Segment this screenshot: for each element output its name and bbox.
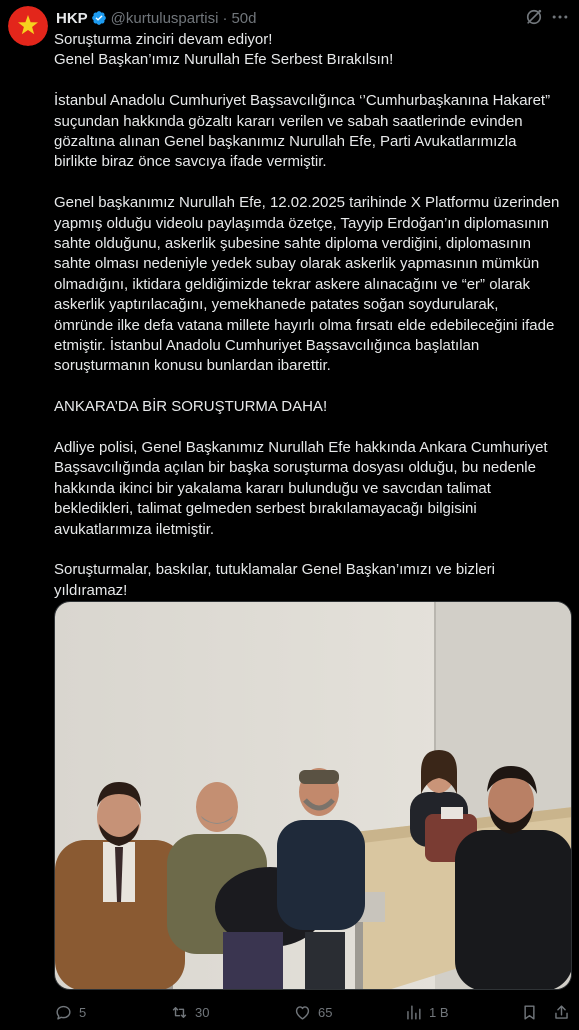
text-line: Genel Başkan’ımız Nurullah Efe Serbest Bırakılsın! [54,51,394,69]
text-line: Soruşturmalar, baskılar, tutuklamalar Genel Başkan’ımızı ve bizleri [54,561,496,579]
text-line: olmadığını, iktidara geldiğimizde tekrar askere alınacağını ve “er” olarak [54,275,531,293]
like-button[interactable] [293,1001,332,1023]
bookmark-button[interactable] [520,1001,539,1023]
reply-button[interactable] [54,1001,86,1023]
text-line: yıldıramaz! [54,581,128,599]
text-line: sahte olduğunu, askerlik şubesine sahte diploma verdiğini, diplomasının [54,235,531,253]
tweet-header [56,8,256,28]
text-line: Başsavcılığında açılan bir başka soruşturma dosyası olduğu, bu nedenle [54,459,536,477]
user-handle[interactable]: @kurtuluspartisi [110,9,219,27]
text-line: Adliye polisi, Genel Başkanımız Nurullah Efe hakkında Ankara Cumhuriyet [54,439,548,457]
text-line: İstanbul Anadolu Cumhuriyet Başsavcılığınca ‘’Cumhurbaşkanına Hakaret” [54,92,551,110]
views-count: 1 B [429,1004,449,1020]
bookmark-icon [520,1003,539,1022]
text-line: sahte olması nedeniyle yedek subay olarak askerlik yapmasının mümkün [54,255,540,273]
repost-count: 30 [195,1004,210,1020]
like-count: 65 [318,1004,333,1020]
text-line: ömründe ilke defa vatana millete hayırlı olma fırsatı elde edebileceğini ifade [54,316,555,334]
text-line: etmiştir. İstanbul Anadolu Cumhuriyet Başsavcılığınca başlatılan [54,337,480,355]
more-options-icon[interactable] [550,7,570,27]
text-line: yapmış olduğu videolu paylaşımda özetçe, Tayyip Erdoğan’ın diplomasının [54,214,550,232]
repost-icon [170,1003,189,1022]
display-name[interactable]: HKP [56,9,88,27]
tweet-text [54,30,576,601]
text-line: ANKARA’DA BİR SORUŞTURMA DAHA! [54,398,328,416]
text-line: suçundan hakkında gözaltı kararı verilen ve sabah saatlerinde evinden [54,112,523,130]
text-line: avukatlarımıza iletmiştir. [54,520,215,538]
verified-badge-icon [91,10,107,26]
text-line: hakkında ikinci bir yakalama kararı bulunduğu ve savcıdan talimat [54,479,491,497]
party-logo-icon [8,6,48,46]
share-icon [552,1003,571,1022]
heart-icon [293,1003,312,1022]
text-line: soruşturmanın konusu bunlardan ibarettir. [54,357,331,375]
text-line: gözaltına alınan Genel başkanımız Nurullah Efe, Parti Avukatlarımızla [54,133,517,151]
tweet-photo[interactable] [54,601,572,990]
timestamp[interactable]: 50d [231,9,257,27]
text-line: bekledikleri, talimat gelmeden serbest bırakılamayacağı bilgisini [54,500,477,518]
reply-icon [54,1003,73,1022]
share-button[interactable] [552,1001,571,1023]
reply-count: 5 [79,1004,87,1020]
action-bar [54,1001,572,1023]
text-line: birlikte biraz önce savcıya ifade vermiştir. [54,153,327,171]
text-line: Genel başkanımız Nurullah Efe, 12.02.2025 tarihinde X Platformu üzerinden [54,194,560,212]
views-chart-icon [404,1003,423,1022]
avatar[interactable] [8,6,48,46]
header-separator: · [222,9,228,27]
repost-button[interactable] [170,1001,209,1023]
grok-icon[interactable] [524,7,544,27]
views-button[interactable] [404,1001,449,1023]
text-line: Soruşturma zinciri devam ediyor! [54,31,273,48]
text-line: askerlik yaptırılacağını, yemekhanede patates soğan soydurularak, [54,296,499,314]
